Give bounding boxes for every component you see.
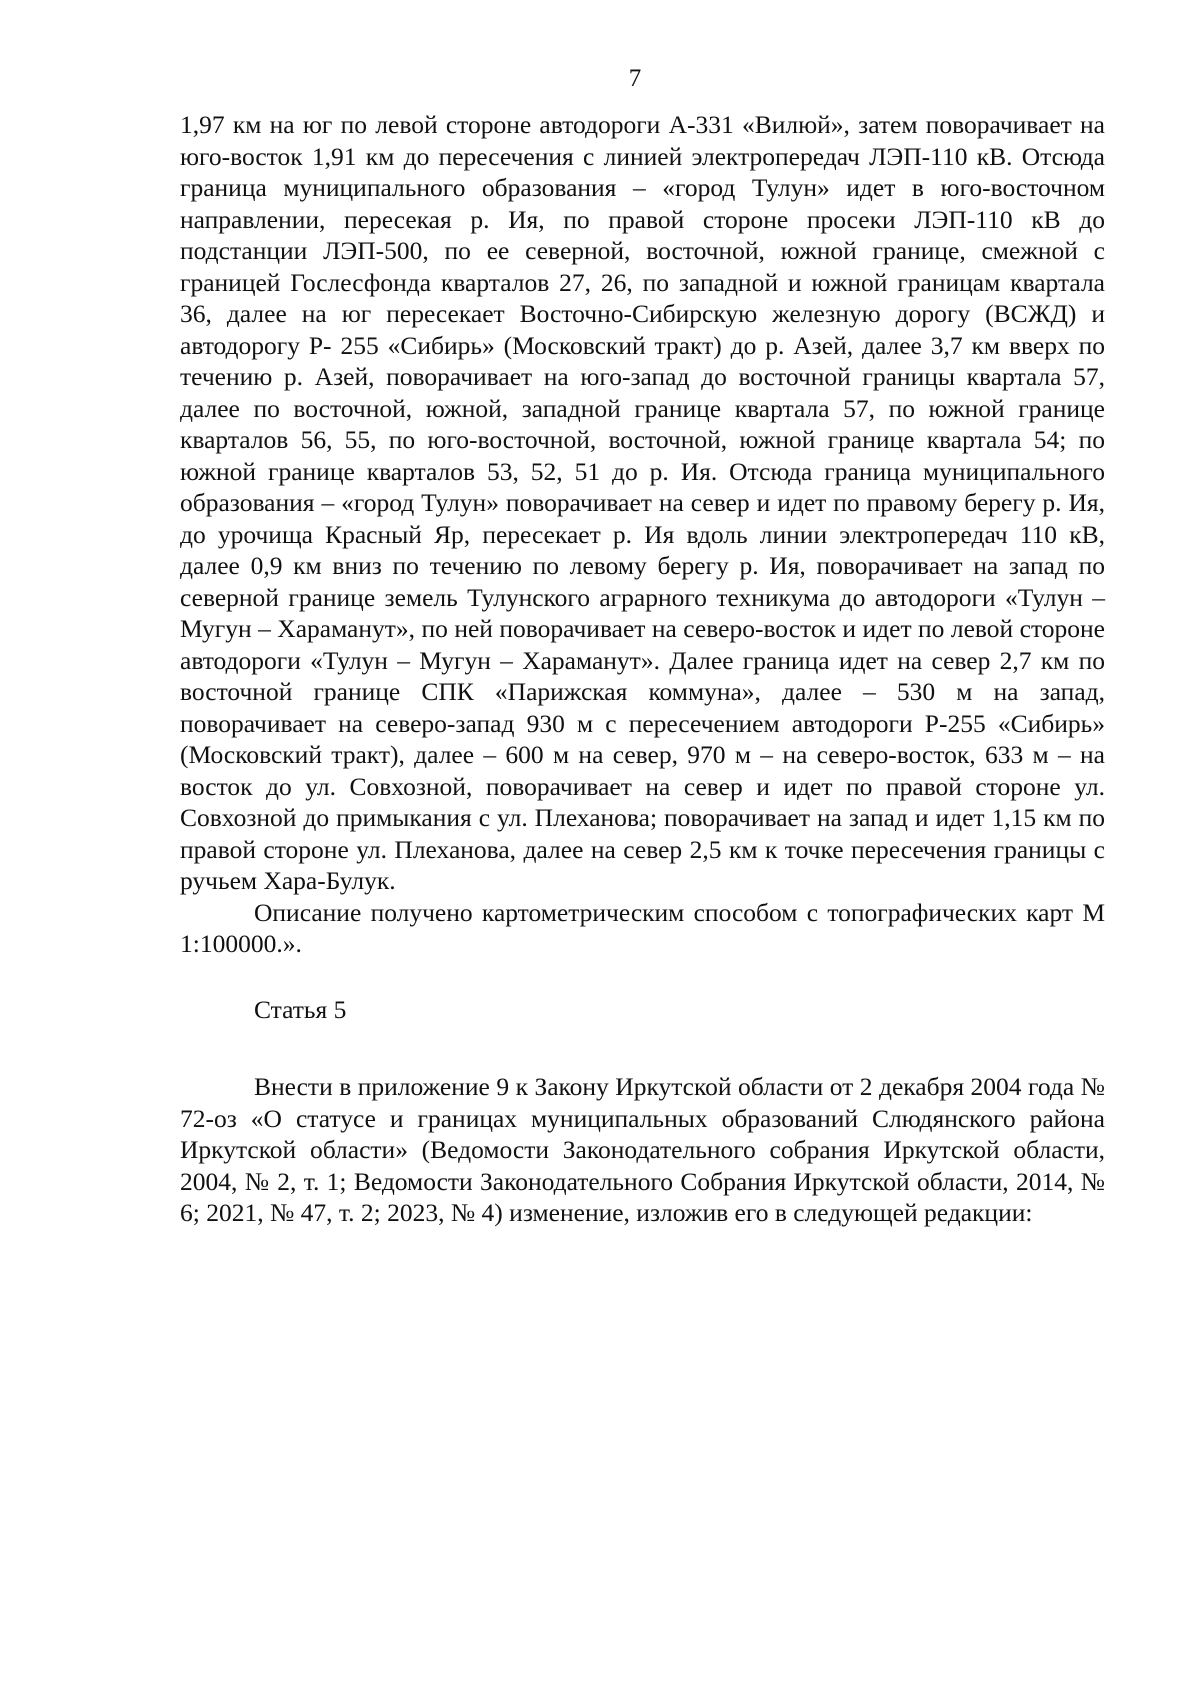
method-note-paragraph: Описание получено картометрическим способом с топографических карт М 1:100000.». [180, 897, 1105, 958]
article-heading: Статья 5 [254, 994, 347, 1024]
document-body [180, 109, 1105, 1229]
boundary-description-paragraph: 1,97 км на юг по левой стороне автодороги А-331 «Вилюй», затем поворачивает на юго-восток 1,91 км до пересечения с линией электропередач ЛЭП-110 кВ. Отсюда граница муниципального образования – «город Тулун» идет в юго-восточном направлении, пересекая р. Ия, по правой стороне просеки ЛЭП-110 кВ до подстанции ЛЭП-500, по ее северной, восточной, южной границе, смежной с границей Гослесфонда кварталов 27, 26, по западной и южной границам квартала 36, далее на юг пересекает Восточно-Сибирскую железную дорогу (ВСЖД) и автодорогу Р- 255 «Сибирь» (Московский тракт) до р. Азей, далее 3,7 км вверх по течению р. Азей, поворачивает на юго-запад до восточной границы квартала 57, далее по восточной, южной, западной границе квартала 57, по южной границе кварталов 56, 55, по юго-восточной, восточной, южной границе квартала 54; по южной границе кварталов 53, 52, 51 до р. Ия. Отсюда граница муниципального образования – «город Тулун» поворачивает на север и идет по правому берегу р. Ия, до урочища Красный Яр, пересекает р. Ия вдоль линии электропередач 110 кВ, далее 0,9 км вниз по течению по левому берегу р. Ия, поворачивает на запад по северной границе земель Тулунского аграрного техникума до автодороги «Тулун – Мугун – Хараманут», по ней поворачивает на северо-восток и идет по левой стороне автодороги «Тулун – Мугун – Хараманут». Далее граница идет на север 2,7 км по восточной границе СПК «Парижская коммуна», далее – 530 м на запад, поворачивает на северо-запад 930 м с пересечением автодороги Р-255 «Сибирь» (Московский тракт), далее – 600 м на север, 970 м – на северо-восток, 633 м – на восток до ул. Совхозной, поворачивает на север и идет по правой стороне ул. Совхозной до примыкания с ул. Плеханова; поворачивает на запад и идет 1,15 км по правой стороне ул. Плеханова, далее на север 2,5 км к точке пересечения границы с ручьем Хара-Булук. [180, 110, 1105, 895]
page-number: 7 [628, 65, 642, 92]
amendment-paragraph: Внести в приложение 9 к Закону Иркутской области от 2 декабря 2004 года № 72-оз «О статусе и границах муниципальных образований Слюдянского района Иркутской области» (Ведомости Законодательного собрания Иркутской области, 2004, № 2, т. 1; Ведомости Законодательного Собрания Иркутской области, 2014, № 6; 2021, № 47, т. 2; 2023, № 4) изменение, изложив его в следующей редакции: [180, 1072, 1105, 1227]
